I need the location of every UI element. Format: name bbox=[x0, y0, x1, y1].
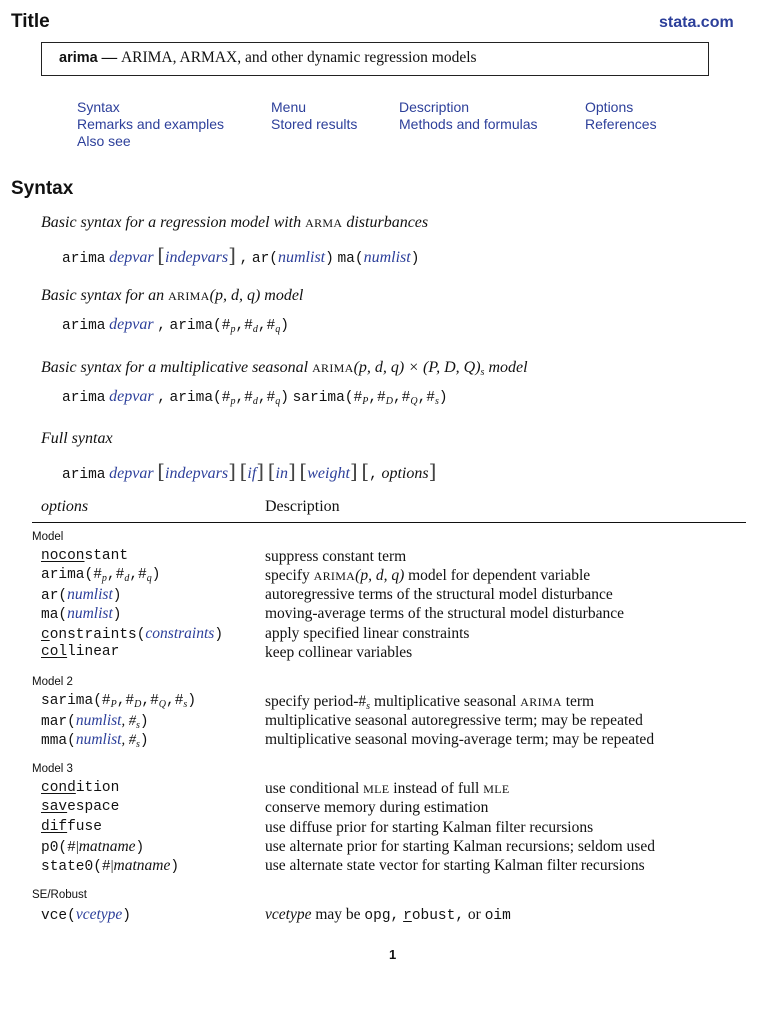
nav-methods[interactable]: Methods and formulas bbox=[399, 116, 538, 132]
option-diffuse: diffuse bbox=[41, 819, 102, 835]
option-vce: vce(vcetype) bbox=[41, 906, 131, 924]
option-row-noconstant bbox=[0, 548, 768, 567]
syntax-heading-4: Full syntax bbox=[41, 430, 113, 447]
option-ar: ar(numlist) bbox=[41, 586, 122, 604]
option-desc: autoregressive terms of the structural model disturbance bbox=[265, 586, 613, 603]
command-name: arima bbox=[59, 50, 98, 66]
option-mma: mma(numlist, $\#_s$) bbox=[41, 731, 149, 750]
option-row-mma bbox=[0, 731, 768, 750]
col-header-description: Description bbox=[265, 498, 340, 515]
option-row-diffuse bbox=[0, 819, 768, 838]
option-row-state0 bbox=[0, 857, 768, 876]
option-p0: p0(#|matname) bbox=[41, 838, 145, 856]
col-header-options: options bbox=[41, 498, 89, 515]
option-desc: keep collinear variables bbox=[265, 644, 413, 661]
syntax-heading-3: Basic syntax for a multiplicative seasonal ARIMA(p, d, q) × (P, D, $Q)_s$ model bbox=[41, 359, 528, 378]
option-row-sarima bbox=[0, 693, 768, 712]
nav-remarks[interactable]: Remarks and examples bbox=[77, 116, 225, 132]
group-label-model-3: Model 3 bbox=[32, 763, 73, 775]
option-ma: ma(numlist) bbox=[41, 605, 122, 623]
nav-syntax[interactable]: Syntax bbox=[77, 99, 120, 115]
option-row-collinear bbox=[0, 644, 768, 663]
nav-references[interactable]: References bbox=[585, 116, 657, 132]
option-desc: specify ARIMA(p, d, q) model for dependent variable bbox=[265, 567, 591, 584]
page-title: Title bbox=[11, 11, 50, 32]
group-label-se-robust: SE/Robust bbox=[32, 889, 87, 901]
option-desc: use diffuse prior for starting Kalman filter recursions bbox=[265, 819, 594, 836]
syntax-line-1: arima depvar [indepvars] , ar(numlist) ma(numlist) bbox=[62, 243, 420, 267]
option-desc: moving-average terms of the structural model disturbance bbox=[265, 605, 624, 622]
option-row-mar bbox=[0, 712, 768, 731]
option-desc: use conditional MLE instead of full MLE bbox=[265, 780, 510, 797]
section-syntax-heading: Syntax bbox=[11, 178, 74, 199]
syntax-heading-2: Basic syntax for an ARIMA(p, d, q) model bbox=[41, 287, 304, 304]
title-dash: — bbox=[101, 49, 118, 66]
option-row-vce bbox=[0, 906, 768, 925]
option-row-p0 bbox=[0, 838, 768, 857]
option-row-condition bbox=[0, 780, 768, 799]
option-desc: use alternate prior for starting Kalman recursions; seldom used bbox=[265, 838, 655, 855]
group-label-model: Model bbox=[32, 531, 64, 543]
option-row-ma bbox=[0, 605, 768, 624]
option-desc: specify period-$\#_s$ multiplicative seasonal ARIMA term bbox=[265, 693, 595, 712]
option-savespace: savespace bbox=[41, 799, 120, 815]
syntax-heading-1: Basic syntax for a regression model with ARMA disturbances bbox=[41, 214, 429, 231]
group-label-model-2: Model 2 bbox=[32, 676, 73, 688]
nav-menu[interactable]: Menu bbox=[271, 99, 307, 115]
option-row-ar bbox=[0, 586, 768, 605]
nav-options[interactable]: Options bbox=[585, 99, 634, 115]
option-desc: suppress constant term bbox=[265, 548, 407, 565]
nav-stored-results[interactable]: Stored results bbox=[271, 116, 358, 132]
syntax-line-2: arima depvar , $arima(\#_p,\#_d,\#_q)$ bbox=[62, 316, 289, 335]
option-row-constraints bbox=[0, 625, 768, 644]
site-link[interactable]: stata.com bbox=[659, 14, 734, 31]
option-row-arima bbox=[0, 567, 768, 586]
title-box bbox=[41, 42, 709, 76]
table-rule bbox=[32, 522, 746, 523]
nav-description[interactable]: Description bbox=[399, 99, 470, 115]
option-constraints: constraints(constraints) bbox=[41, 625, 224, 643]
option-desc: vcetype may be opg, robust, or oim bbox=[265, 906, 511, 924]
option-desc: conserve memory during estimation bbox=[265, 799, 489, 816]
option-state0: state0(#|matname) bbox=[41, 857, 180, 875]
syntax-line-3: arima depvar , $arima(\#_p,\#_d,\#_q)$ $sarima(\#_P,\#_D,\#_Q,\#_s)$ bbox=[62, 388, 448, 407]
option-noconstant: noconstant bbox=[41, 548, 129, 564]
syntax-line-4: arima depvar [indepvars] [if] [in] [weight] [, options] bbox=[62, 459, 437, 483]
nav-also-see[interactable]: Also see bbox=[77, 133, 131, 149]
page-number: 1 bbox=[389, 947, 397, 962]
title-description: ARIMA, ARMAX, and other dynamic regression models bbox=[120, 49, 477, 66]
option-desc: apply specified linear constraints bbox=[265, 625, 470, 642]
option-mar: mar(numlist, $\#_s$) bbox=[41, 712, 149, 731]
option-condition: condition bbox=[41, 780, 120, 796]
option-sarima: $sarima(\#_P,\#_D,\#_Q,\#_s)$ bbox=[41, 693, 197, 710]
option-desc: multiplicative seasonal moving-average term; may be repeated bbox=[265, 731, 655, 748]
option-row-savespace bbox=[0, 799, 768, 818]
option-desc: multiplicative seasonal autoregressive term; may be repeated bbox=[265, 712, 643, 729]
option-collinear: collinear bbox=[41, 644, 120, 660]
option-desc: use alternate state vector for starting Kalman filter recursions bbox=[265, 857, 645, 874]
option-arima: $arima(\#_p,\#_d,\#_q)$ bbox=[41, 567, 161, 584]
